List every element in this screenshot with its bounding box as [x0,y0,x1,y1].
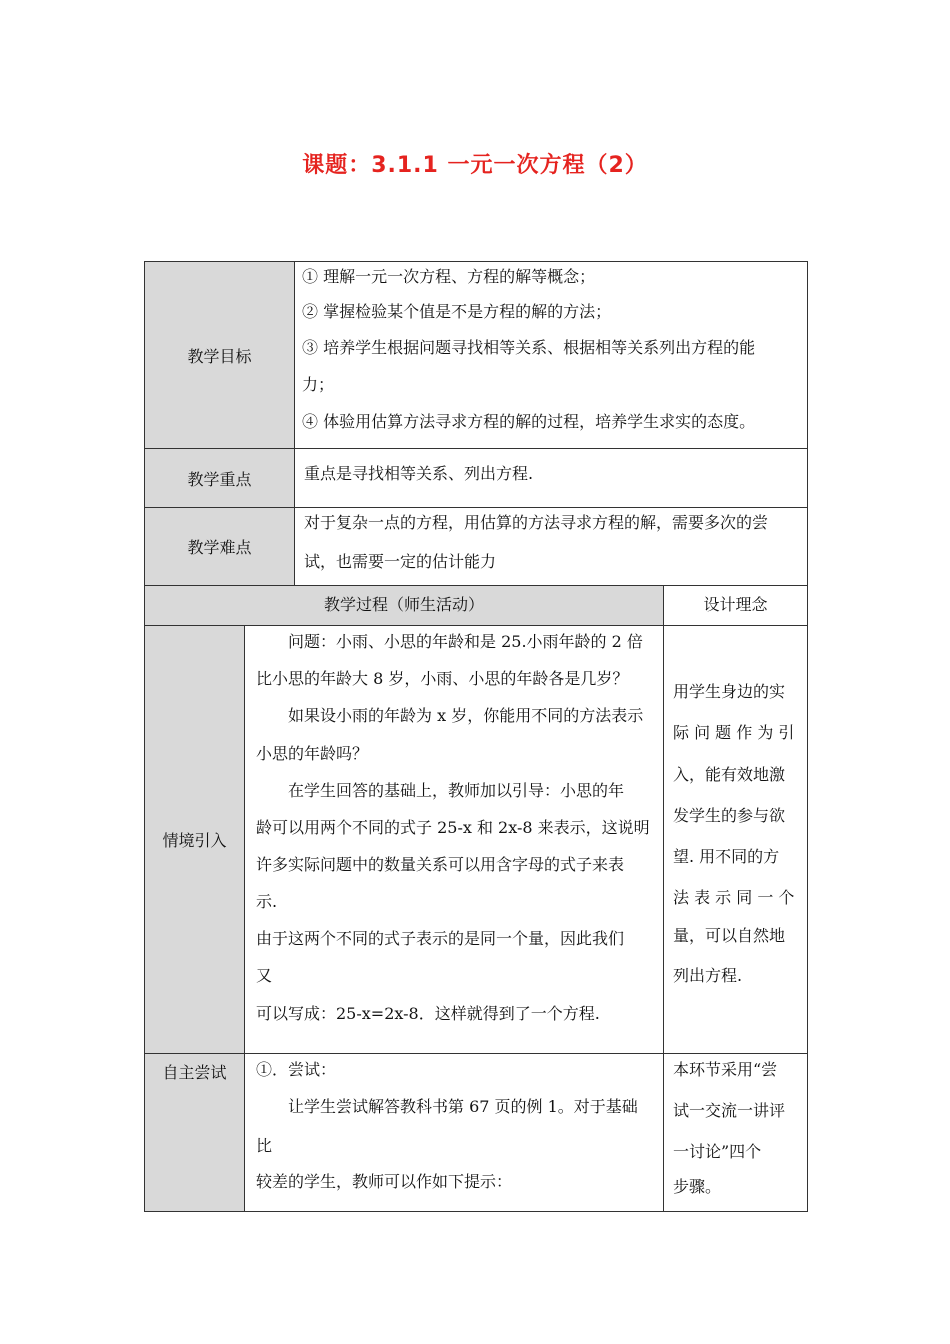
intro-line: 比小思的年龄大 8 岁，小雨、小思的年龄各是几岁？ [256,669,629,688]
intro-design-line: 际 问 题 作 为 引 [673,723,795,742]
intro-line: 示. [256,892,278,911]
self-content-cell [244,1053,664,1212]
key-label-cell [144,448,295,508]
difficulty-label: 教学难点 [187,538,252,557]
goals-label: 教学目标 [187,346,252,366]
difficulty-line: 试，也需要一定的估计能力 [304,552,497,571]
key-line: 重点是寻找相等关系、列出方程. [304,464,534,483]
key-label: 教学重点 [187,469,252,489]
intro-design-line: 用学生身边的实 [673,682,786,701]
goals-line: ③ 培养学生根据问题寻找相等关系、根据相等关系列出方程的能 [302,338,756,357]
goals-line: ① 理解一元一次方程、方程的解等概念； [302,267,596,286]
self-design-line: 本环节采用“尝 [673,1060,778,1079]
self-line: 让学生尝试解答教科书第 67 页的例 1。对于基础 [288,1097,638,1116]
intro-label-cell [144,625,245,1054]
self-design-line: 一讨论”四个 [673,1142,762,1161]
intro-line: 由于这两个不同的式子表示的是同一个量，因此我们 [256,929,625,948]
goals-content-cell [294,261,808,449]
intro-line: 又 [256,966,273,985]
intro-line: 如果设小雨的年龄为 x 岁，你能用不同的方法表示 [288,706,644,725]
self-line: 较差的学生，教师可以作如下提示： [256,1172,513,1191]
key-content-cell [294,448,808,508]
design-header-cell [663,585,808,626]
intro-design-line: 量，可以自然地 [673,926,786,945]
intro-label: 情境引入 [162,831,227,850]
self-line: 比 [256,1136,273,1155]
difficulty-label-cell [144,507,295,586]
self-design-line: 试一交流一讲评 [673,1101,786,1120]
process-header-cell [144,585,664,626]
self-design-line: 步骤。 [673,1177,722,1196]
intro-line: 小思的年龄吗？ [256,744,369,763]
intro-line: 在学生回答的基础上，教师加以引导：小思的年 [288,781,625,800]
goals-line: ② 掌握检验某个值是不是方程的解的方法； [302,302,612,321]
intro-line: 可以写成：25-x=2x-8．这样就得到了一个方程. [256,1004,600,1023]
difficulty-content-cell [294,507,808,586]
design-header: 设计理念 [703,595,768,614]
intro-design-cell [663,625,808,1054]
difficulty-line: 对于复杂一点的方程，用估算的方法寻求方程的解，需要多次的尝 [304,513,769,532]
goals-line: 力； [302,375,335,394]
intro-design-line: 法 表 示 同 一 个 [673,888,795,907]
self-design-cell [663,1053,808,1212]
intro-line: 龄可以用两个不同的式子 25-x 和 2x-8 来表示，这说明 [256,818,650,837]
intro-line: 许多实际问题中的数量关系可以用含字母的式子来表 [256,855,625,874]
self-label: 自主尝试 [162,1063,227,1082]
intro-content-cell [244,625,664,1054]
goals-line: ④ 体验用估算方法寻求方程的解的过程，培养学生求实的态度。 [302,412,756,431]
process-header: 教学过程（师生活动） [323,595,484,614]
goals-label-cell [144,261,295,449]
self-label-cell [144,1053,245,1212]
intro-design-line: 望. 用不同的方 [673,847,780,866]
page-title: 课题：3.1.1 一元一次方程（2） [302,153,648,178]
intro-line: 问题：小雨、小思的年龄和是 25.小雨年龄的 2 倍 [288,632,643,651]
intro-design-line: 列出方程. [673,966,743,985]
intro-design-line: 发学生的参与欲 [673,806,786,825]
self-line: ①．尝试： [256,1060,337,1079]
intro-design-line: 入，能有效地激 [673,765,786,784]
